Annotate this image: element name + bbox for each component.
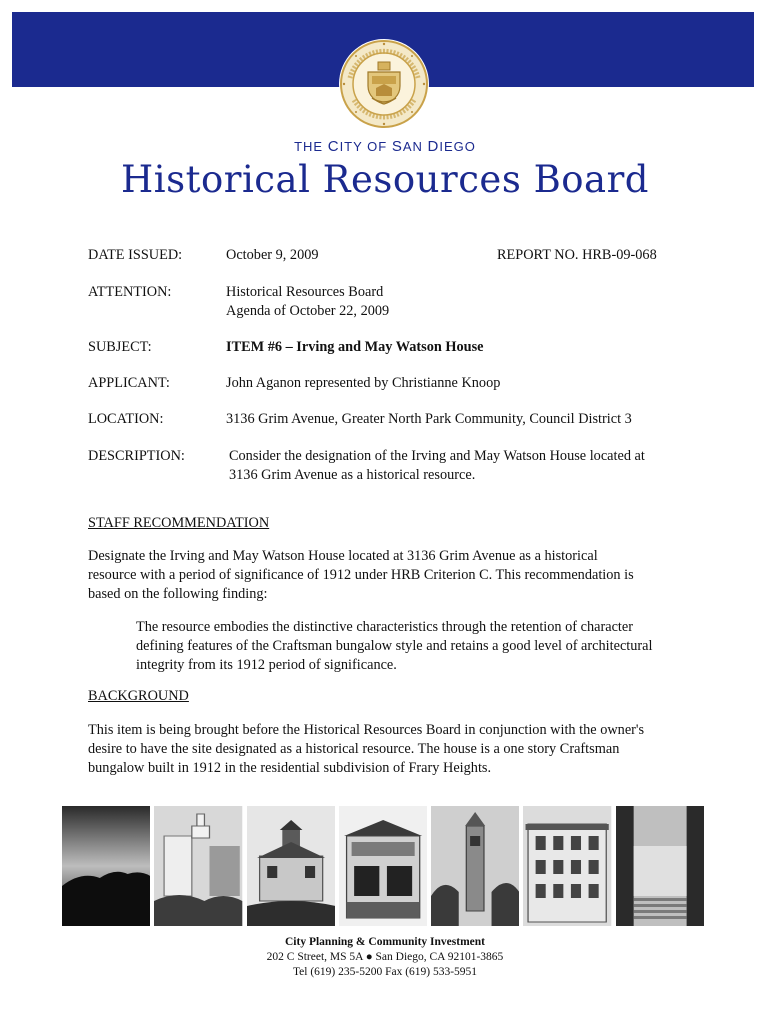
board-title: Historical Resources Board bbox=[121, 158, 649, 201]
report-number: REPORT NO. HRB-09-068 bbox=[497, 247, 657, 263]
recommendation-line-1: Designate the Irving and May Watson House located at 3136 Grim Avenue as a historical bbox=[88, 548, 598, 564]
subject-value: ITEM #6 – Irving and May Watson House bbox=[226, 339, 484, 355]
photo-stairs-to-sea bbox=[616, 806, 704, 926]
background-line-2: desire to have the site designated as a historical resource. The house is a one story Craftsman bbox=[88, 741, 620, 757]
applicant-label: APPLICANT: bbox=[88, 375, 170, 391]
city-word-an: AN bbox=[402, 139, 423, 154]
photo-hillside-silhouette bbox=[62, 806, 150, 926]
footer-phone: Tel (619) 235-5200 Fax (619) 533-5951 bbox=[292, 966, 478, 978]
footer-address: 202 C Street, MS 5A ● San Diego, CA 92101-3865 bbox=[266, 951, 504, 963]
city-initial-c: C bbox=[327, 138, 340, 155]
photo-ornate-building bbox=[523, 806, 611, 926]
city-seal-logo bbox=[338, 38, 430, 130]
finding-line-3: integrity from its 1912 period of significance. bbox=[136, 657, 397, 673]
photo-mission-building bbox=[154, 806, 242, 926]
photo-victorian-house bbox=[247, 806, 335, 926]
attention-line-1: Historical Resources Board bbox=[226, 284, 384, 300]
city-word-ity-of: ITY OF bbox=[339, 139, 388, 154]
description-label: DESCRIPTION: bbox=[88, 448, 185, 464]
background-heading: BACKGROUND bbox=[88, 688, 189, 704]
photo-storefront bbox=[339, 806, 427, 926]
staff-recommendation-heading: STAFF RECOMMENDATION bbox=[88, 515, 270, 531]
description-line-2: 3136 Grim Avenue as a historical resource. bbox=[229, 467, 476, 483]
photo-bell-tower bbox=[431, 806, 519, 926]
date-issued-label: DATE ISSUED: bbox=[88, 247, 183, 263]
location-value: 3136 Grim Avenue, Greater North Park Community, Council District 3 bbox=[226, 411, 632, 427]
city-word-iego: IEGO bbox=[439, 139, 476, 154]
subject-label: SUBJECT: bbox=[88, 339, 152, 355]
recommendation-line-3: based on the following finding: bbox=[88, 586, 268, 602]
description-line-1: Consider the designation of the Irving and May Watson House located at bbox=[229, 448, 645, 464]
applicant-value: John Aganon represented by Christianne Knoop bbox=[226, 375, 501, 391]
city-initial-s: S bbox=[391, 138, 403, 155]
attention-line-2: Agenda of October 22, 2009 bbox=[226, 303, 390, 319]
attention-label: ATTENTION: bbox=[88, 284, 172, 300]
finding-line-1: The resource embodies the distinctive characteristics through the retention of character bbox=[136, 619, 634, 635]
city-prefix: THE bbox=[294, 139, 324, 154]
finding-line-2: defining features of the Craftsman bungalow style and retains a good level of architectural bbox=[136, 638, 653, 654]
recommendation-line-2: resource with a period of significance of 1912 under HRB Criterion C. This recommendation is bbox=[88, 567, 634, 583]
city-initial-d: D bbox=[427, 138, 440, 155]
background-line-1: This item is being brought before the Historical Resources Board in conjunction with the owner's bbox=[88, 722, 645, 738]
date-issued-value: October 9, 2009 bbox=[226, 247, 319, 263]
location-label: LOCATION: bbox=[88, 411, 164, 427]
city-name bbox=[0, 138, 770, 155]
historic-photo-strip bbox=[62, 806, 704, 926]
footer-department: City Planning & Community Investment bbox=[285, 936, 485, 948]
background-line-3: bungalow built in 1912 in the residential subdivision of Frary Heights. bbox=[88, 760, 492, 776]
